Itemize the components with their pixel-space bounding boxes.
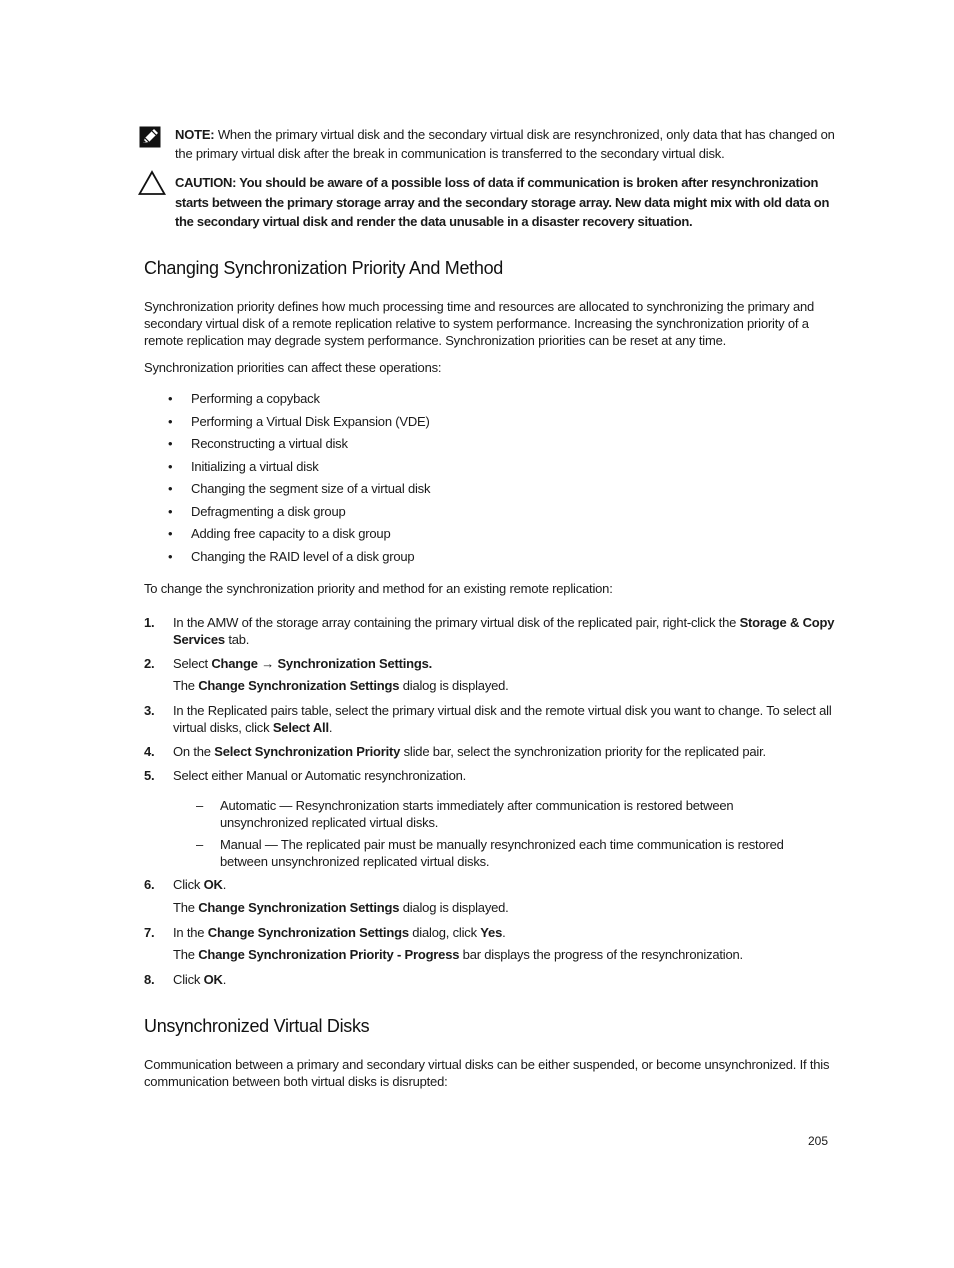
list-item: • Initializing a virtual disk	[168, 458, 319, 474]
step-6-result: The Change Synchronization Settings dialog is displayed.	[173, 900, 509, 915]
list-item: • Changing the RAID level of a disk group	[168, 548, 415, 564]
list-item: • Reconstructing a virtual disk	[168, 436, 348, 451]
note-text	[175, 125, 843, 163]
page-number: 205	[808, 1134, 829, 1148]
step-2-result: The Change Synchronization Settings dialog is displayed.	[173, 678, 509, 693]
note-body: When the primary virtual disk and the secondary virtual disk are resynchronized, only data that has changed on the primary virtual disk after the break in communication is transferred to the secondary virtual disk.	[175, 127, 835, 161]
section-heading-unsynchronized: Unsynchronized Virtual Disks	[144, 1016, 370, 1036]
section-heading-sync-priority: Changing Synchronization Priority And Method	[144, 258, 504, 278]
list-item: • Performing a Virtual Disk Expansion (VDE)	[168, 413, 430, 429]
section-intro-paragraph: Synchronization priority defines how much processing time and resources are allocated to synchronizing the primary and secondary virtual disk of a remote replication relative to system performance. Increasing the synchronization priority of a remote replication may degrade system performance. Synchronization priorities can be reset at any time.	[144, 299, 815, 348]
document-page: NOTE: When the primary virtual disk and the secondary virtual disk are resynchronized, only data that has changed on the primary virtual disk after the break in communication is transferred to the secondary virtual disk. CAUTION: You should be aware of a possible loss of data if communication is broken after resynchronization starts between the primary storage array and the secondary storage array. New data might mix with old data on the secondary virtual disk and render the data unusable in a disaster recovery situation. Changing Synchronization Priority And Method Synchronization priority defines how much processing time and resources are allocated to synchronizing the primary and secondary virtual disk of a remote replication relative to system performance. Increasing the synchronization priority of a remote replication may degrade system performance. Synchronization priorities can be reset at any time. Synchronization priorities can affect these operations: • Performing a copyback • Performing a Virtual Disk Expansion (VDE) • Reconstructing a virtual disk • Initializing a virtual disk • Changing the segment size of a virtual disk • Defragmenting a disk group • Adding free capacity to a disk group • Changing the RAID level of a disk group To change the synchronization priority and method for an existing remote replication: 1. In the AMW of the storage array containing the primary virtual disk of the replicated pair, right-click the Storage & Copy Services tab. 2. Select Change → Synchronization Settings. The Change Synchronization Settings dialog is displayed. 3. In the Replicated pairs table, select the primary virtual disk and the remote virtual disk you want to change. To select all virtual disks, click Select All. 4. On the Select Synchronization Priority slide bar, select the synchronization priority for the replicated pair. 5. Select either Manual or Automatic resynchronization. – Automatic — Resynchronization starts immediately after communication is restored between unsynchronized replicated virtual disks. – Manual — The replicated pair must be manually resynchronized each time communication is restored between unsynchronized replicated virtual disks. 6. Click OK. The Change Synchronization Settings dialog is displayed. 7. In the Change Synchronization Settings dialog, click Yes. The Change Synchronization Priority - Progress bar displays the progress of the resynchronization. 8. Click OK. Unsynchronized Virtual Disks Communication between a primary and secondary virtual disks can be either suspended, or become unsynchronized. If this communication between both virtual disks is disrupted: 205	[0, 0, 954, 1268]
note-label: NOTE:	[175, 127, 215, 142]
list-item: • Defragmenting a disk group	[168, 503, 346, 519]
list-item: • Performing a copyback	[168, 391, 320, 406]
list-item: • Adding free capacity to a disk group	[168, 526, 391, 541]
caution-text: CAUTION: You should be aware of a possible loss of data if communication is broken after resynchronization starts between the primary storage array and the secondary storage array. New data might mix with old data on the secondary virtual disk and render the data unusable in a disaster recovery situation.	[175, 175, 830, 229]
ui-ref-storage-copy-services: Storage & Copy Services	[173, 615, 835, 647]
procedure-intro: To change the synchronization priority and method for an existing remote replication:	[144, 581, 613, 596]
section2-intro-paragraph: Communication between a primary and secondary virtual disks can be either suspended, or become unsynchronized. If this communication between both virtual disks is disrupted:	[144, 1057, 830, 1089]
operations-list	[144, 389, 824, 569]
note-pencil-icon	[139, 126, 161, 148]
list-item: • Changing the segment size of a virtual disk	[168, 481, 431, 496]
step-7-result: The Change Synchronization Priority - Progress bar displays the progress of the resynchronization.	[173, 947, 743, 962]
caution-triangle-icon	[138, 170, 166, 196]
affect-operations-text: Synchronization priorities can affect these operations:	[144, 360, 442, 375]
